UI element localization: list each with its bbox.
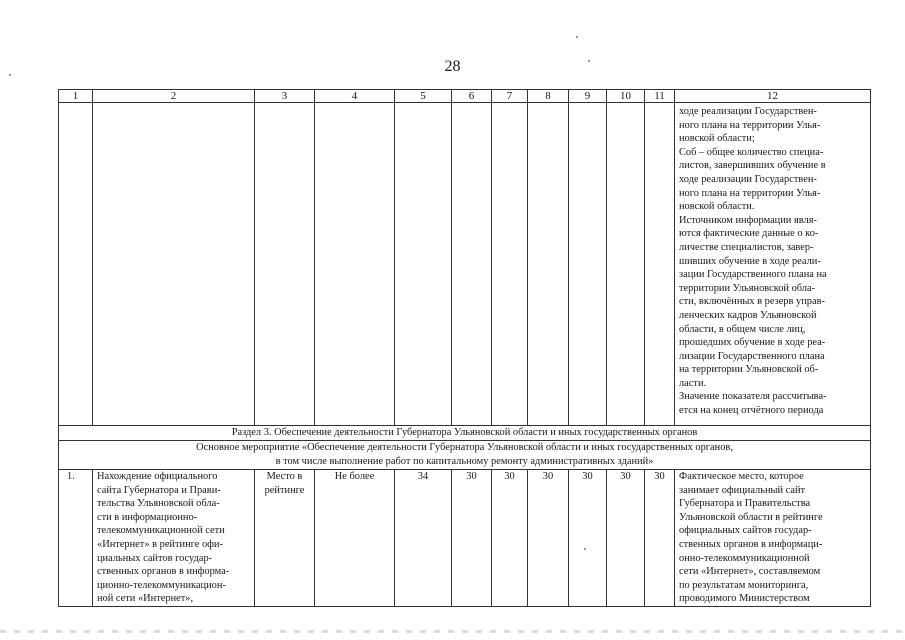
header-cell: 12 (675, 90, 871, 103)
cell-text-line: ционно-телекоммуникацион- (97, 579, 226, 591)
cell-text-line: ного плана на территории Улья- (679, 119, 821, 131)
cell-text-line: ленческих кадров Ульяновской (679, 309, 817, 321)
table-row (59, 470, 871, 607)
cell-text-line: ходе реализации Государствен- (679, 173, 817, 185)
scan-speck (9, 74, 11, 76)
cell-text-line: зации Государственного плана на (679, 269, 827, 281)
header-cell: 5 (395, 90, 452, 103)
cell-text-line: сти в информационно- (97, 511, 198, 523)
table-cell (315, 103, 395, 426)
header-cell: 3 (255, 90, 315, 103)
cell-text-line: занимает официальный сайт (679, 484, 806, 496)
value-cell: 30 (528, 470, 569, 607)
cell-text-line: сайта Губернатора и Прави- (97, 484, 221, 496)
cell-text-line: прошедших обучение в ходе реа- (679, 337, 826, 349)
cell-text-line: ются фактические данные о ко- (679, 228, 819, 240)
cell-text-line: ственных органов в информаци- (679, 538, 823, 550)
table-cell (645, 103, 675, 426)
scan-speck (576, 36, 578, 38)
cell-text-line: Cоб – общее количество специа- (679, 146, 824, 158)
value-cell: 30 (569, 470, 607, 607)
unit-cell (255, 470, 315, 607)
continuation-row (59, 103, 871, 426)
cell-text-line: ласти. (679, 377, 707, 389)
table-header-row (59, 90, 871, 103)
cell-text-line: Фактическое место, которое (679, 471, 804, 482)
cell-text-line: ходе реализации Государствен- (679, 106, 817, 117)
indicator-name-cell (93, 470, 255, 607)
main-activity-line: Основное мероприятие «Обеспечение деятельности Губернатора Ульяновской области и иных государственных органов, (196, 442, 733, 453)
header-cell: 11 (645, 90, 675, 103)
cell-text-line: ного плана на территории Улья- (679, 187, 821, 199)
table-cell (93, 103, 255, 426)
type-cell: Не более (315, 470, 395, 607)
cell-text-line: проводимого Министерством (679, 593, 810, 605)
header-cell: 4 (315, 90, 395, 103)
table-cell (492, 103, 528, 426)
table-cell (569, 103, 607, 426)
cell-text-line: лизации Государственного плана (679, 350, 825, 362)
cell-text-line: Ульяновской области в рейтинге (679, 511, 823, 523)
cell-text-line: на территории Ульяновской об- (679, 364, 819, 376)
cell-text-line: «Интернет» в рейтинге офи- (97, 538, 223, 550)
cell-text-line: ной сети «Интернет», (97, 593, 194, 605)
table-cell (452, 103, 492, 426)
cell-text-line: территории Ульяновской обла- (679, 282, 816, 294)
cell-text-line: шивших обучение в ходе реали- (679, 255, 821, 267)
cell-text-line: официальных сайтов государ- (679, 525, 812, 537)
cell-text-line: сти, включённых в резерв управ- (679, 296, 825, 308)
scan-speck (588, 60, 590, 62)
table-cell (528, 103, 569, 426)
calculation-method-cell (675, 470, 871, 607)
cell-text-line: личестве специалистов, завер- (679, 241, 814, 253)
value-cell: 30 (492, 470, 528, 607)
value-cell: 30 (452, 470, 492, 607)
section-title: Раздел 3. Обеспечение деятельности Губернатора Ульяновской области и иных государственных органов (59, 426, 871, 441)
calculation-method-cell (675, 103, 871, 426)
main-activity-title (59, 441, 871, 470)
header-cell: 7 (492, 90, 528, 103)
page-number: 28 (444, 58, 461, 75)
cell-text-line: сети «Интернет», составляемом (679, 566, 821, 578)
cell-text-line: по результатам мониторинга, (679, 579, 809, 591)
cell-text-line: онно-телекоммуникационной (679, 552, 810, 564)
cell-text-line: телекоммуникационной сети (97, 525, 225, 537)
cell-text-line: тельства Ульяновской обла- (97, 498, 220, 510)
header-cell: 1 (59, 90, 93, 103)
table-cell (255, 103, 315, 426)
table-cell (607, 103, 645, 426)
indicator-table (58, 89, 871, 607)
section-row (59, 426, 871, 441)
header-cell: 8 (528, 90, 569, 103)
value-cell: 30 (607, 470, 645, 607)
cell-text-line: новской области. (679, 201, 755, 213)
table-cell (59, 103, 93, 426)
cell-text-line: новской области; (679, 133, 755, 145)
main-activity-line: в том числе выполнение работ по капитальному ремонту административных зданий» (275, 455, 654, 467)
cell-text-line: Губернатора и Правительства (679, 498, 811, 510)
cell-text-line: рейтинге (264, 484, 305, 496)
cell-text-line: области, в общем числе лиц, (679, 323, 806, 335)
row-number: 1. (59, 470, 93, 607)
cell-text-line: ственных органов в информа- (97, 566, 230, 578)
header-cell: 6 (452, 90, 492, 103)
table-cell (395, 103, 452, 426)
cell-text-line: Источником информации явля- (679, 214, 817, 226)
main-activity-row (59, 441, 871, 470)
cell-text-line: Значение показателя рассчитыва- (679, 391, 827, 403)
cell-text-line: Нахождение официального (97, 471, 218, 482)
cell-text-line: циальных сайтов государ- (97, 552, 213, 564)
value-cell: 34 (395, 470, 452, 607)
cell-text-line: листов, завершивших обучение в (679, 160, 826, 172)
scan-artifact (0, 630, 905, 633)
scan-speck (584, 548, 586, 550)
header-cell: 9 (569, 90, 607, 103)
value-cell: 30 (645, 470, 675, 607)
header-cell: 2 (93, 90, 255, 103)
header-cell: 10 (607, 90, 645, 103)
cell-text-line: ется на конец отчётного периода (679, 405, 824, 417)
cell-text-line: Место в (266, 471, 303, 482)
